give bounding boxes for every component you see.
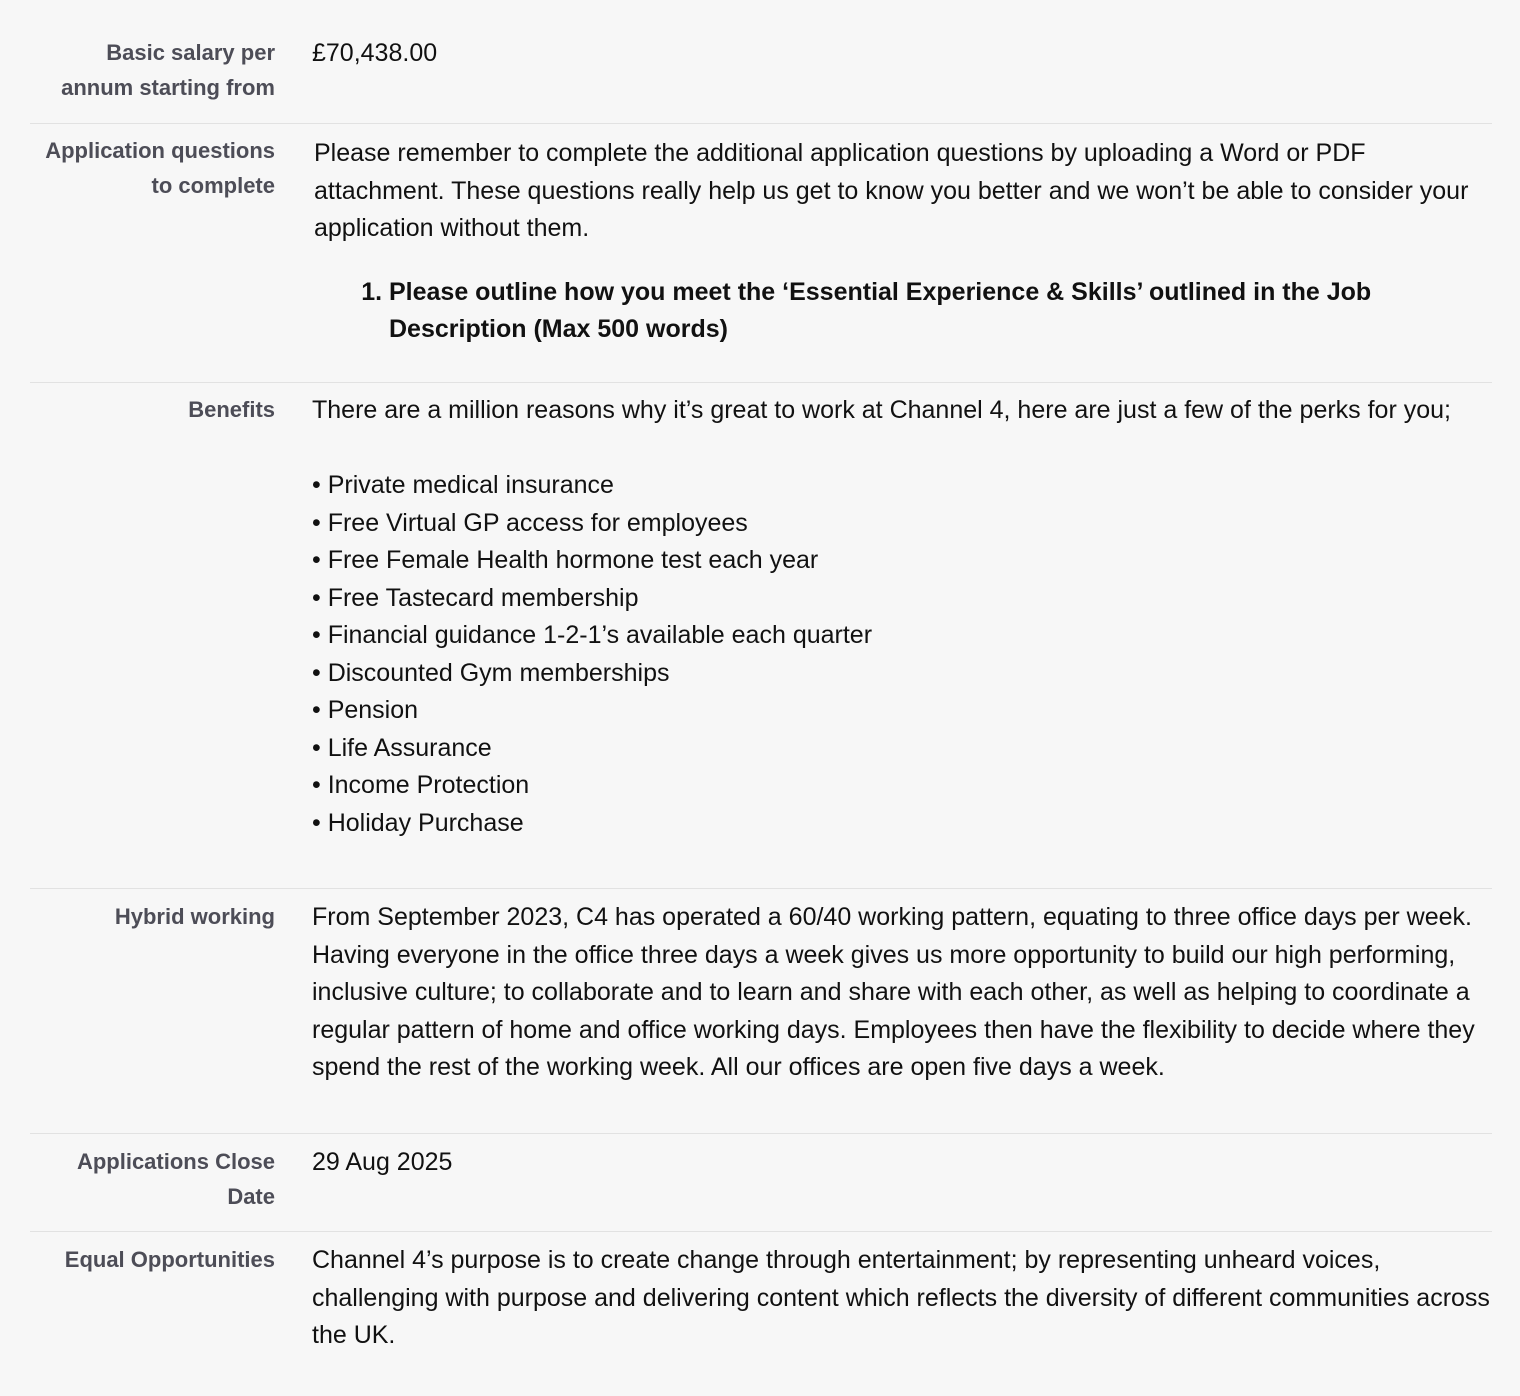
benefit-item: • Income Protection: [312, 767, 1490, 805]
benefits-label: Benefits: [188, 397, 275, 422]
application-question-item: 1. Please outline how you meet the ‘Essential Experience & Skills’ outlined in the Job Description (Max 500 words): [389, 274, 1492, 349]
benefit-item: • Pension: [312, 692, 1490, 730]
application-questions-label: Application questions to complete: [45, 138, 275, 198]
benefits-value: [312, 392, 1490, 842]
salary-value: £70,438.00: [312, 39, 438, 67]
benefits-intro: There are a million reasons why it’s great to work at Channel 4, here are just a few of the perks for you;: [312, 396, 1451, 424]
equal-opportunities-label: Equal Opportunities: [64, 1247, 275, 1272]
benefit-item: • Holiday Purchase: [312, 805, 1490, 843]
hybrid-working-value: [312, 899, 1490, 1087]
row-divider: [30, 123, 1492, 124]
equal-opportunities-value: Channel 4’s purpose is to create change through entertainment; by representing unheard voices, challenging with purpose and delivering content which reflects the diversity of different communities across the UK.: [312, 1246, 1490, 1349]
application-questions-intro: Please remember to complete the additional application questions by uploading a Word or PDF attachment. These questions really help us get to know you better and we won’t be able to consider your application without them.: [314, 139, 1469, 242]
row-divider: [30, 382, 1492, 383]
application-questions-value: [314, 135, 1492, 349]
benefit-item: • Discounted Gym memberships: [312, 655, 1490, 693]
hybrid-working-label: Hybrid working: [114, 904, 275, 929]
close-date-value: 29 Aug 2025: [312, 1148, 453, 1176]
salary-label: Basic salary per annum starting from: [61, 40, 275, 100]
benefit-item: • Life Assurance: [312, 730, 1490, 768]
row-divider: [30, 1133, 1492, 1134]
row-divider: [30, 1231, 1492, 1232]
benefits-list: [312, 467, 1490, 842]
benefit-item: • Free Female Health hormone test each year: [312, 542, 1490, 580]
benefit-item: • Free Tastecard membership: [312, 580, 1490, 618]
benefit-item: • Financial guidance 1-2-1’s available each quarter: [312, 617, 1490, 655]
application-questions-list: [314, 274, 1492, 349]
benefit-item: • Free Virtual GP access for employees: [312, 505, 1490, 543]
benefit-item: • Private medical insurance: [312, 467, 1490, 505]
hybrid-working-para-1: From September 2023, C4 has operated a 60/40 working pattern, equating to three office days per week.: [312, 903, 1472, 931]
close-date-label: Applications Close Date: [76, 1149, 275, 1209]
row-divider: [30, 888, 1492, 889]
hybrid-working-para-2: Having everyone in the office three days a week gives us more opportunity to build our high performing, inclusive culture; to collaborate and to learn and share with each other, as well as helping to coordinate a regular pattern of home and office working days. Employees then have the flexibility to decide where they spend the rest of the working week. All our offices are open five days a week.: [312, 940, 1475, 1081]
